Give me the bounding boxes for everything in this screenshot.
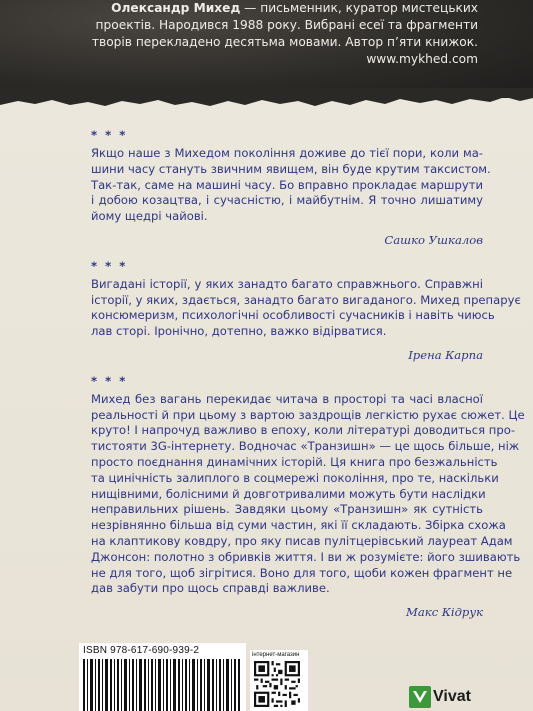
review-line: тистояти 3G-інтернету. Водночас «Транзишн» — це щось більше, ніж: [91, 439, 520, 454]
review-line: дав забути про щось справді важливе.: [91, 581, 330, 596]
isbn-number: ISBN 978-617-690-939-2: [83, 645, 200, 656]
review-signature: Ірена Карпа: [408, 347, 483, 362]
review-line: реальності й при цьому з вартою заздрощів легкістю рухає сюжет. Це: [91, 407, 525, 422]
review-line: круто! І напрочуд важливо в епоху, коли літературі доводиться про-: [91, 423, 516, 438]
author-role: — письменник, куратор мистецьких: [240, 1, 478, 15]
torn-edge: [0, 88, 533, 116]
review-line: не для того, щоб зігрітися. Воно для того, щоби кожен фрагмент не: [91, 565, 513, 580]
review-line: Вигадані історії, у яких занадто багато справжнього. Справжні: [91, 276, 483, 291]
review-line: і добою козацтва, і сучасністю, і майбутнім. Я точно лишатиму: [91, 193, 483, 208]
isbn-barcode-block: [79, 643, 246, 711]
qr-code-block: [250, 650, 308, 711]
review-signature: Макс Кідрук: [406, 605, 483, 620]
author-bio-line-1: [78, 0, 478, 17]
vivat-logo-icon: [409, 686, 431, 708]
publisher-name: Vivat: [433, 688, 471, 705]
review-line: шини часу стануть звичним явищем, він буде крутим таксистом.: [91, 161, 491, 176]
author-bio-header: [0, 0, 533, 98]
author-bio: [78, 0, 478, 68]
publisher-logo: [405, 684, 501, 710]
review-line: незрівнянно більша від суми частин, які її складають. Збірка схожа: [91, 518, 506, 533]
review-line: неправильних рішень. Завдяки цьому «Транзишн» як сутність: [91, 502, 483, 517]
author-website: www.mykhed.com: [366, 52, 478, 66]
author-name: Олександр Михед: [111, 1, 241, 15]
review-line: нищівними, болісними й довготривалими можуть бути наслідки: [91, 486, 486, 501]
barcode-icon: [81, 659, 243, 711]
author-bio-line-2: проектів. Народився 1988 року. Вибрані есеї та фрагменти: [95, 18, 478, 32]
review-stars: * * *: [91, 128, 128, 142]
review-line: Якщо наше з Михедом покоління доживе до тієї пори, коли ма-: [91, 146, 483, 160]
review-line: історії, у яких, здається, занадто багато вигаданого. Михед препарує: [91, 292, 521, 307]
author-bio-line-3: творів перекладено десятьма мовами. Автор п’яти книжок.: [91, 35, 478, 49]
review-signature: Сашко Ушкалов: [384, 232, 483, 247]
review-stars: * * *: [91, 258, 128, 273]
review-line: консюмеризм, психологічні особливості сучасників і навіть чиюсь: [91, 308, 495, 323]
review-line: на клаптикову ковдру, про яку писав пулітцерівський лауреат Адам: [91, 533, 513, 548]
qr-code-icon: [254, 661, 300, 707]
review-kidruk: [91, 373, 525, 621]
review-line: та цинічність залиплого в соцмережі покоління, про те, наскільки: [91, 470, 499, 485]
review-line: Джонсон: полотно з обривків життя. І ви ж розумієте: його зшивають: [91, 549, 521, 564]
review-line: Михед без вагань перекидає читача в просторі та часі власної: [91, 391, 483, 406]
review-line: Так-так, саме на машині часу. Бо вправно прокладає маршрути: [91, 177, 483, 192]
review-line: лав сторі. Іронічно, дотепно, важко відірватися.: [91, 324, 387, 339]
qr-label: інтернет-магазин: [252, 652, 300, 658]
review-line: йому щедрі чайові.: [91, 209, 208, 224]
reviews-section: [91, 128, 525, 631]
review-karpa: [91, 258, 521, 364]
review-line: просто поєднання динамічних історій. Ця книга про безжальність: [91, 454, 498, 469]
review-stars: * * *: [91, 373, 128, 388]
review-ushkalov: [91, 128, 491, 249]
